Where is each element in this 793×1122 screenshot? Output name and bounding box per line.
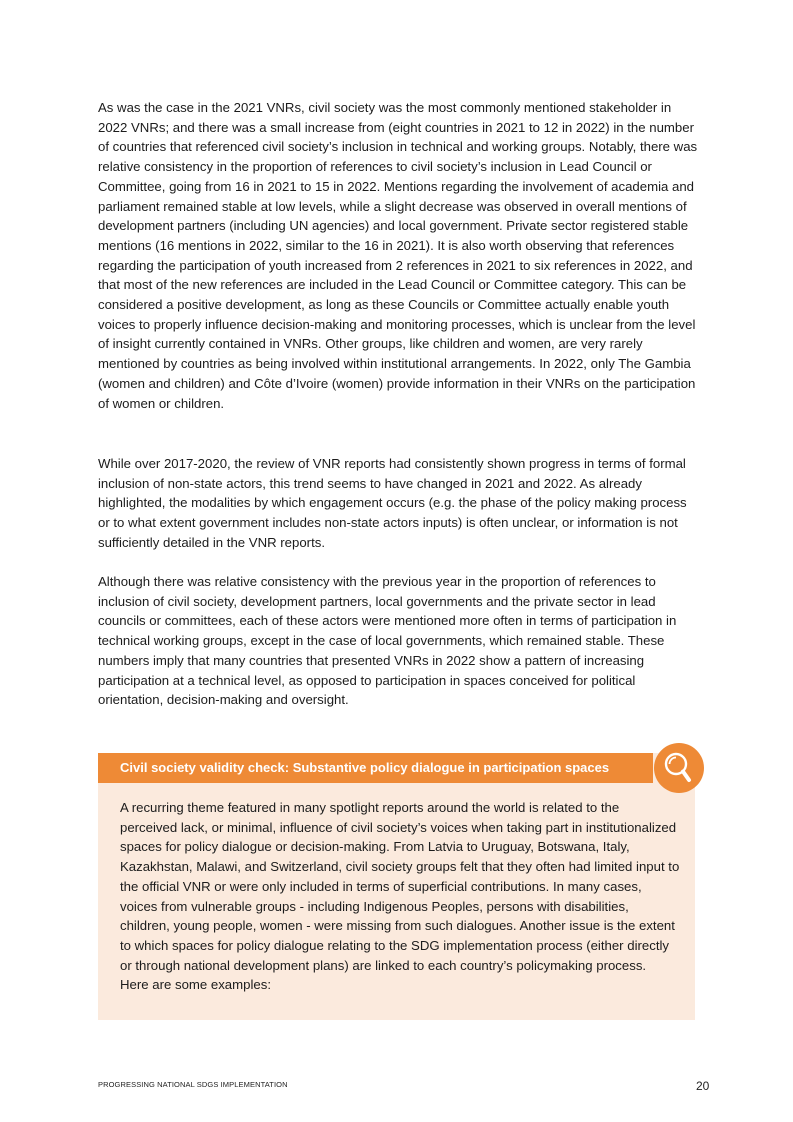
footer-title: PROGRESSING NATIONAL SDGS IMPLEMENTATION	[98, 1080, 288, 1089]
paragraph-1: As was the case in the 2021 VNRs, civil society was the most commonly mentioned stakeholder in 2022 VNRs; and there was a small increase from (eight countries in 2021 to 12 in 2022) in the number of countries that referenced civil society’s inclusion in technical and working groups. Notably, there was relative consistency in the proportion of references to civil society’s inclusion in Lead Council or Committee, going from 16 in 2021 to 15 in 2022. Mentions regarding the involvement of academia and parliament remained stable at low levels, while a slight decrease was observed in overall mentions of development partners (including UN agencies) and local government. Private sector registered stable mentions (16 mentions in 2022, similar to the 16 in 2021). It is also worth observing that references regarding the participation of youth increased from 2 references in 2021 to six references in 2022, and that most of the new references are included in the Lead Council or Committee category. This can be considered a positive development, as long as these Councils or Committee actually enable youth voices to properly influence decision-making and monitoring processes, which is unclear from the level of insight currently contained in VNRs. Other groups, like children and women, are very rarely mentioned by countries as being involved within institutional arrangements. In 2022, only The Gambia (women and children) and Côte d’Ivoire (women) provide information in their VNRs on the participation of women or children.	[98, 100, 698, 411]
paragraph-2: While over 2017-2020, the review of VNR reports had consistently shown progress in terms of formal inclusion of non-state actors, this trend seems to have changed in 2021 and 2022. As already highlighted, the modalities by which engagement occurs (e.g. the phase of the policy making process or to what extent government includes non-state actors inputs) is often unclear, or information is not sufficiently detailed in the VNR reports.	[98, 456, 687, 550]
callout-text: A recurring theme featured in many spotlight reports around the world is related to the perceived lack, or minimal, influence of civil society’s voices when taking part in institutionalized spaces for policy dialogue or decision-making. From Latvia to Uruguay, Botswana, Italy, Kazakhstan, Malawi, and Switzerland, civil society groups felt that they often had limited input to the official VNR or were only included in terms of superficial contributions. In many cases, voices from vulnerable groups - including Indigenous Peoples, persons with disabilities, children, young people, women - were missing from such dialogues. Another issue is the extent to which spaces for policy dialogue relating to the SDG implementation process (either directly or through national development plans) are linked to each country’s policymaking process.	[120, 800, 680, 973]
callout-box	[98, 753, 695, 1020]
magnifier-icon	[654, 743, 704, 793]
page-number: 20	[696, 1079, 710, 1093]
callout-body	[120, 798, 680, 995]
callout-title: Civil society validity check: Substantive policy dialogue in participation spaces	[98, 753, 653, 783]
callout-closing: Here are some examples:	[120, 977, 271, 993]
paragraph-3: Although there was relative consistency with the previous year in the proportion of references to inclusion of civil society, development partners, local governments and the private sector in lead councils or committees, each of these actors were mentioned more often in terms of participation in technical working groups, except in the case of local governments, which remained stable. These numbers imply that many countries that presented VNRs in 2022 show a pattern of increasing participation at a technical level, as opposed to participation in spaces conceived for political orientation, decision-making and oversight.	[98, 574, 677, 708]
